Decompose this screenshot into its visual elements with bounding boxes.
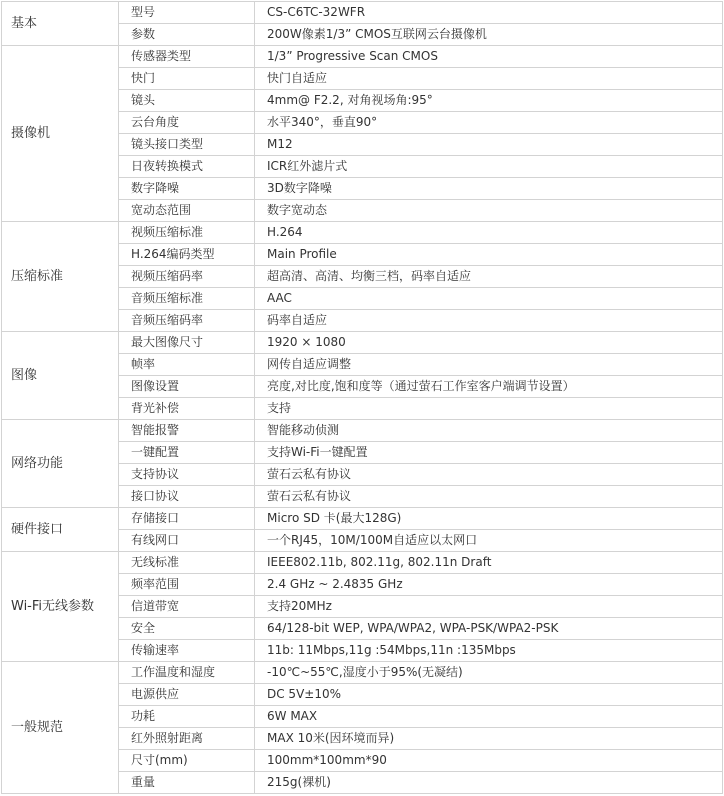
spec-key: 音频压缩标准 [119,288,255,310]
spec-value: 200W像素1/3” CMOS互联网云台摄像机 [255,24,723,46]
spec-value: 6W MAX [255,706,723,728]
spec-key: 背光补偿 [119,398,255,420]
spec-key: H.264编码类型 [119,244,255,266]
spec-key: 镜头 [119,90,255,112]
spec-value: 2.4 GHz ~ 2.4835 GHz [255,574,723,596]
spec-key: 尺寸(mm) [119,750,255,772]
spec-key: 红外照射距离 [119,728,255,750]
spec-key: 有线网口 [119,530,255,552]
spec-value: 1/3” Progressive Scan CMOS [255,46,723,68]
spec-value: 网传自适应调整 [255,354,723,376]
spec-value: 100mm*100mm*90 [255,750,723,772]
category-label: 图像 [2,332,119,420]
spec-key: 日夜转换模式 [119,156,255,178]
spec-key: 传感器类型 [119,46,255,68]
spec-key: 音频压缩码率 [119,310,255,332]
spec-value: MAX 10米(因环境而异) [255,728,723,750]
spec-key: 存储接口 [119,508,255,530]
table-row [2,662,723,684]
spec-value: 码率自适应 [255,310,723,332]
spec-value: -10℃~55℃,湿度小于95%(无凝结) [255,662,723,684]
spec-key: 参数 [119,24,255,46]
spec-key: 接口协议 [119,486,255,508]
spec-table [1,1,723,794]
category-label: 一般规范 [2,662,119,794]
spec-key: 一键配置 [119,442,255,464]
table-row [2,222,723,244]
spec-value: 支持20MHz [255,596,723,618]
spec-value: M12 [255,134,723,156]
spec-value: Main Profile [255,244,723,266]
spec-value: 智能移动侦测 [255,420,723,442]
spec-value: 水平340°，垂直90° [255,112,723,134]
spec-value: 支持 [255,398,723,420]
table-row [2,2,723,24]
category-label: 网络功能 [2,420,119,508]
spec-value: Micro SD 卡(最大128G) [255,508,723,530]
spec-key: 智能报警 [119,420,255,442]
spec-value: 64/128-bit WEP, WPA/WPA2, WPA-PSK/WPA2-PSK [255,618,723,640]
spec-key: 工作温度和湿度 [119,662,255,684]
spec-key: 频率范围 [119,574,255,596]
spec-key: 支持协议 [119,464,255,486]
spec-value: H.264 [255,222,723,244]
spec-key: 信道带宽 [119,596,255,618]
spec-value: 11b: 11Mbps,11g :54Mbps,11n :135Mbps [255,640,723,662]
spec-key: 图像设置 [119,376,255,398]
spec-key: 传输速率 [119,640,255,662]
spec-table-body [2,2,723,794]
spec-key: 视频压缩标准 [119,222,255,244]
spec-value: 1920 × 1080 [255,332,723,354]
spec-key: 云台角度 [119,112,255,134]
spec-value: IEEE802.11b, 802.11g, 802.11n Draft [255,552,723,574]
spec-value: 亮度,对比度,饱和度等（通过萤石工作室客户端调节设置） [255,376,723,398]
spec-value: 支持Wi-Fi一键配置 [255,442,723,464]
table-row [2,420,723,442]
spec-value: CS-C6TC-32WFR [255,2,723,24]
table-row [2,508,723,530]
category-label: 硬件接口 [2,508,119,552]
spec-key: 无线标准 [119,552,255,574]
spec-key: 最大图像尺寸 [119,332,255,354]
spec-key: 帧率 [119,354,255,376]
category-label: 压缩标准 [2,222,119,332]
spec-value: 快门自适应 [255,68,723,90]
spec-key: 型号 [119,2,255,24]
spec-value: 数字宽动态 [255,200,723,222]
spec-value: 一个RJ45，10M/100M自适应以太网口 [255,530,723,552]
category-label: Wi-Fi无线参数 [2,552,119,662]
spec-key: 镜头接口类型 [119,134,255,156]
spec-key: 宽动态范围 [119,200,255,222]
category-label: 摄像机 [2,46,119,222]
spec-key: 电源供应 [119,684,255,706]
spec-key: 视频压缩码率 [119,266,255,288]
category-label: 基本 [2,2,119,46]
spec-value: ICR红外滤片式 [255,156,723,178]
spec-value: 萤石云私有协议 [255,486,723,508]
spec-key: 快门 [119,68,255,90]
spec-key: 数字降噪 [119,178,255,200]
spec-value: 215g(裸机) [255,772,723,794]
table-row [2,332,723,354]
spec-key: 安全 [119,618,255,640]
table-row [2,46,723,68]
table-row [2,552,723,574]
spec-value: 超高清、高清、均衡三档，码率自适应 [255,266,723,288]
spec-key: 功耗 [119,706,255,728]
spec-key: 重量 [119,772,255,794]
spec-value: 3D数字降噪 [255,178,723,200]
spec-value: 萤石云私有协议 [255,464,723,486]
spec-value: DC 5V±10% [255,684,723,706]
spec-value: 4mm@ F2.2, 对角视场角:95° [255,90,723,112]
spec-value: AAC [255,288,723,310]
